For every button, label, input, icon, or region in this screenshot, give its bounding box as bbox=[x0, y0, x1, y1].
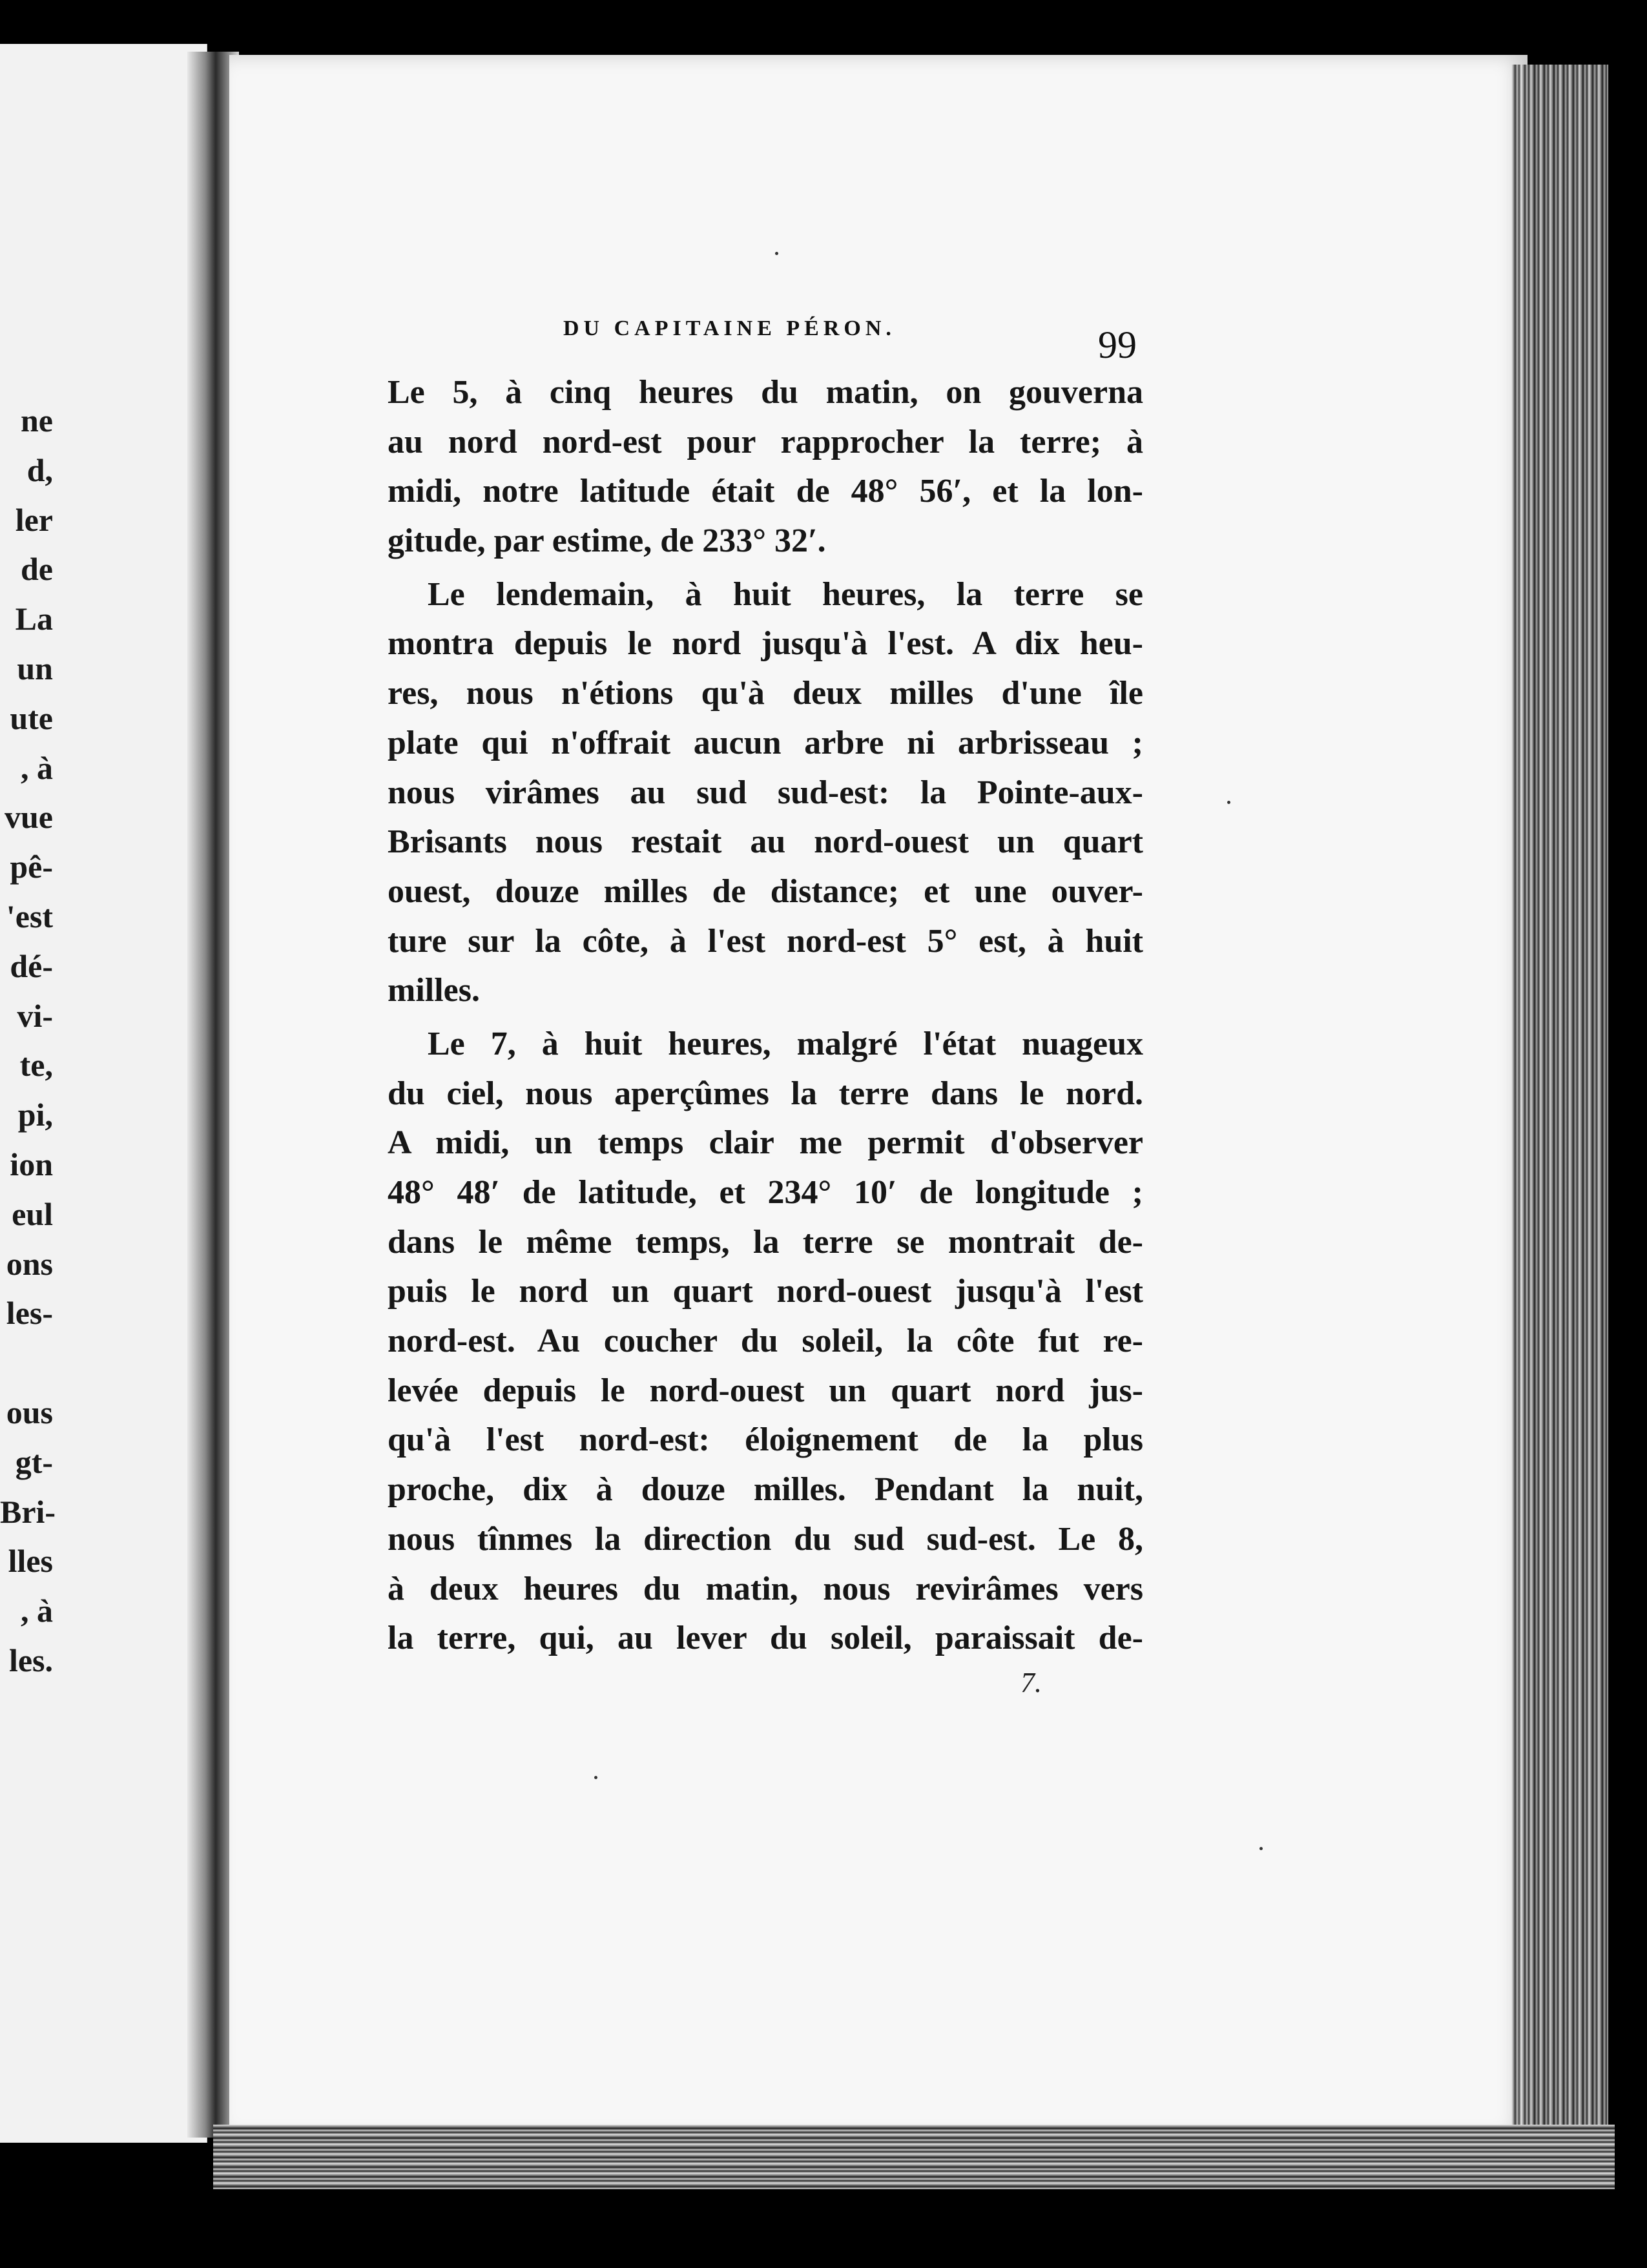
left-fragment-line: vue bbox=[5, 799, 53, 836]
text-line: montra depuis le nord jusqu'à l'est. A dix heu- bbox=[388, 625, 1143, 663]
left-fragment-line: les. bbox=[8, 1642, 53, 1678]
signature-mark: 7. bbox=[1020, 1667, 1042, 1698]
text-line: levée depuis le nord-ouest un quart nord jus- bbox=[388, 1372, 1143, 1409]
text-line: nord-est. Au coucher du soleil, la côte fut re- bbox=[388, 1323, 1143, 1360]
left-page-text-fragments bbox=[0, 396, 56, 1686]
left-page bbox=[0, 44, 207, 2143]
text-line: proche, dix à douze milles. Pendant la nuit, bbox=[388, 1471, 1143, 1509]
left-fragment-line: La bbox=[15, 601, 53, 637]
left-fragment-line: ons bbox=[6, 1245, 53, 1282]
text-line: dans le même temps, la terre se montrait de- bbox=[388, 1223, 1143, 1261]
text-line: Le 7, à huit heures, malgré l'état nuageux bbox=[428, 1025, 1143, 1062]
text-line: nous virâmes au sud sud-est: la Pointe-aux- bbox=[388, 774, 1143, 811]
body-text bbox=[388, 368, 1143, 1664]
left-fragment-line: eul bbox=[12, 1195, 53, 1232]
left-fragment-line bbox=[0, 1338, 53, 1388]
text-line: midi, notre latitude était de 48° 56′, et la lon- bbox=[388, 473, 1143, 510]
text-line: ouest, douze milles de distance; et une ouver- bbox=[388, 872, 1143, 910]
page-bottom-edge bbox=[213, 2125, 1615, 2189]
paper-speck bbox=[1259, 1847, 1263, 1850]
text-line: plate qui n'offrait aucun arbre ni arbrisseau ; bbox=[388, 724, 1143, 761]
text-line: milles. bbox=[388, 972, 480, 1009]
text-line: Le lendemain, à huit heures, la terre se bbox=[428, 575, 1143, 613]
left-fragment-line: les- bbox=[6, 1295, 53, 1332]
left-fragment-line: Bri- bbox=[0, 1493, 56, 1530]
paragraph bbox=[388, 1020, 1143, 1664]
text-line: puis le nord un quart nord-ouest jusqu'à l'est bbox=[388, 1273, 1143, 1310]
left-fragment-line: , à bbox=[21, 749, 53, 786]
text-line: la terre, qui, au lever du soleil, paraissait de- bbox=[388, 1620, 1143, 1657]
left-fragment-line: vi- bbox=[17, 997, 53, 1034]
left-fragment-line: dé- bbox=[10, 947, 53, 984]
running-head: DU CAPITAINE PÉRON. bbox=[563, 316, 896, 340]
text-line: Le 5, à cinq heures du matin, on gouverna bbox=[388, 374, 1143, 411]
text-line: à deux heures du matin, nous revirâmes vers bbox=[388, 1570, 1143, 1607]
left-fragment-line: pê- bbox=[10, 849, 53, 885]
text-line: 48° 48′ de latitude, et 234° 10′ de longitude ; bbox=[388, 1174, 1143, 1211]
left-fragment-line: de bbox=[21, 551, 53, 588]
text-line: qu'à l'est nord-est: éloignement de la plus bbox=[388, 1421, 1143, 1459]
left-fragment-line: ne bbox=[21, 402, 53, 438]
text-line: du ciel, nous aperçûmes la terre dans le nord. bbox=[388, 1075, 1143, 1112]
left-fragment-line: , à bbox=[21, 1593, 53, 1629]
text-line: au nord nord-est pour rapprocher la terre; à bbox=[388, 423, 1143, 460]
text-line: nous tînmes la direction du sud sud-est. Le 8, bbox=[388, 1520, 1143, 1558]
left-fragment-line: un bbox=[17, 650, 53, 686]
left-fragment-line: lles bbox=[8, 1543, 53, 1580]
text-line: ture sur la côte, à l'est nord-est 5° est, à huit bbox=[388, 922, 1143, 960]
left-fragment-line: ion bbox=[10, 1146, 53, 1182]
text-line: gitude, par estime, de 233° 32′. bbox=[388, 522, 826, 560]
left-fragment-line: 'est bbox=[6, 898, 53, 934]
left-fragment-line: ous bbox=[6, 1394, 53, 1430]
page-number: 99 bbox=[1098, 324, 1137, 366]
left-fragment-line: ler bbox=[15, 501, 53, 538]
text-line: Brisants nous restait au nord-ouest un quart bbox=[388, 823, 1143, 861]
paragraph bbox=[388, 570, 1143, 1016]
left-fragment-line: te, bbox=[19, 1047, 53, 1084]
page-fore-edge bbox=[1511, 65, 1608, 2170]
paper-speck bbox=[1227, 801, 1230, 804]
left-fragment-line: ute bbox=[10, 699, 53, 736]
paragraph bbox=[388, 368, 1143, 566]
left-fragment-line: gt- bbox=[15, 1443, 53, 1480]
left-fragment-line: pi, bbox=[17, 1097, 53, 1133]
text-line: res, nous n'étions qu'à deux milles d'une île bbox=[388, 675, 1143, 712]
paper-speck bbox=[594, 1776, 597, 1779]
left-fragment-line: d, bbox=[26, 451, 53, 488]
paper-speck bbox=[775, 252, 778, 255]
text-line: A midi, un temps clair me permit d'observer bbox=[388, 1124, 1143, 1162]
